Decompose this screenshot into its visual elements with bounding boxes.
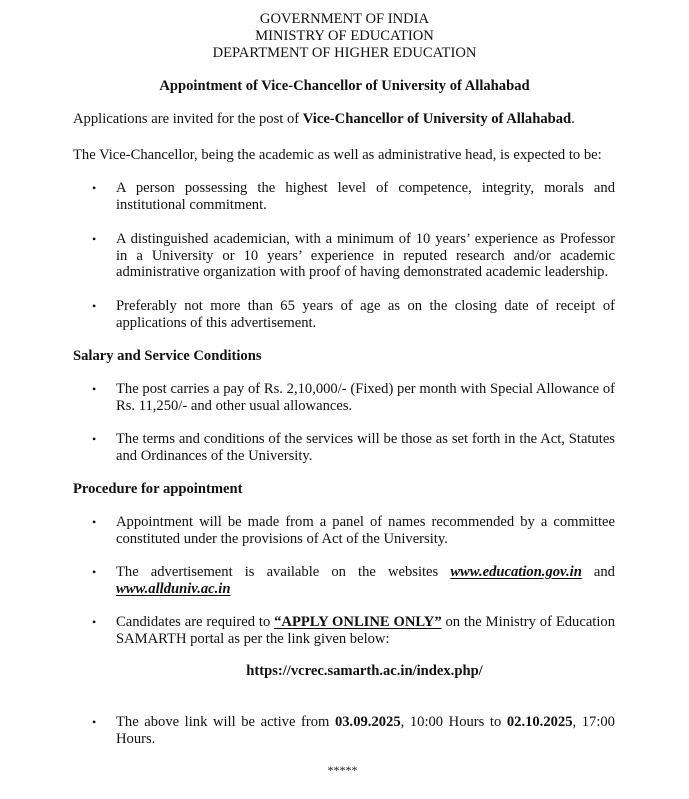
intro-suffix: . [571,111,575,127]
bullet-icon: • [92,181,97,195]
intro-prefix: Applications are invited for the post of [73,111,303,127]
salary-item: The terms and conditions of the services will be those as set forth in the Act, Statutes and Ordinances of the University. [116,431,615,464]
allduniv-link[interactable]: www.allduniv.ac.in [116,580,231,597]
apply-online-emphasis: “APPLY ONLINE ONLY” [274,614,442,630]
expectation-lead: The Vice-Chancellor, being the academic as well as administrative head, is expected to be: [73,147,602,163]
bullet-icon: • [92,715,97,729]
procedure-item-websites [116,564,615,597]
bullet-icon: • [92,232,97,246]
intro-paragraph [73,111,623,128]
qualification-item: Preferably not more than 65 years of age as on the closing date of receipt of applications of this advertisement. [116,298,615,331]
end-time: , 17:00 Hours. [116,714,615,747]
apply-prefix: Candidates are required to [116,614,275,630]
websites-prefix: The advertisement is available on the websites [116,564,451,580]
bullet-icon: • [92,382,97,396]
header-department: DEPARTMENT OF HIGHER EDUCATION [212,45,477,61]
education-gov-link[interactable]: www.education.gov.in [450,564,582,580]
bullet-icon: • [92,515,97,529]
procedure-item-apply [116,614,615,647]
bullet-icon: • [92,299,97,313]
salary-item: The post carries a pay of Rs. 2,10,000/- (Fixed) per month with Special Allowance of Rs. 11,250/- and other usual allowances. [116,381,615,414]
start-date: 03.09.2025 [334,714,401,730]
websites-and: and [581,564,615,580]
header-government: GOVERNMENT OF INDIA [259,11,430,27]
procedure-heading: Procedure for appointment [73,481,243,497]
salary-heading: Salary and Service Conditions [73,348,262,364]
qualification-item: A distinguished academician, with a minimum of 10 years’ experience as Professor in a University or 10 years’ experience in reputed research and/or academic administrative organization with proof of having demonstrated academic leadership. [116,231,615,280]
procedure-item-dates [116,714,615,747]
websites-line [116,564,615,581]
end-mark: ***** [327,763,358,777]
document-title: Appointment of Vice-Chancellor of University of Allahabad [159,78,530,94]
apply-suffix: on the Ministry of Education SAMARTH portal as per the link given below: [116,614,615,647]
bullet-icon: • [92,432,97,446]
bullet-icon: • [92,565,97,579]
dates-prefix: The above link will be active from [116,714,335,730]
procedure-item: Appointment will be made from a panel of names recommended by a committee constituted under the provisions of Act of the University. [116,514,615,547]
samarth-portal-link[interactable]: https://vcrec.samarth.ac.in/index.php/ [246,663,483,679]
intro-post-name: Vice-Chancellor of University of Allahabad [302,111,572,127]
bullet-icon: • [92,615,97,629]
header-ministry: MINISTRY OF EDUCATION [255,28,434,44]
qualification-item: A person possessing the highest level of competence, integrity, morals and institutional commitment. [116,180,615,213]
start-time: , 10:00 Hours to [400,714,507,730]
end-date: 02.10.2025 [506,714,573,730]
